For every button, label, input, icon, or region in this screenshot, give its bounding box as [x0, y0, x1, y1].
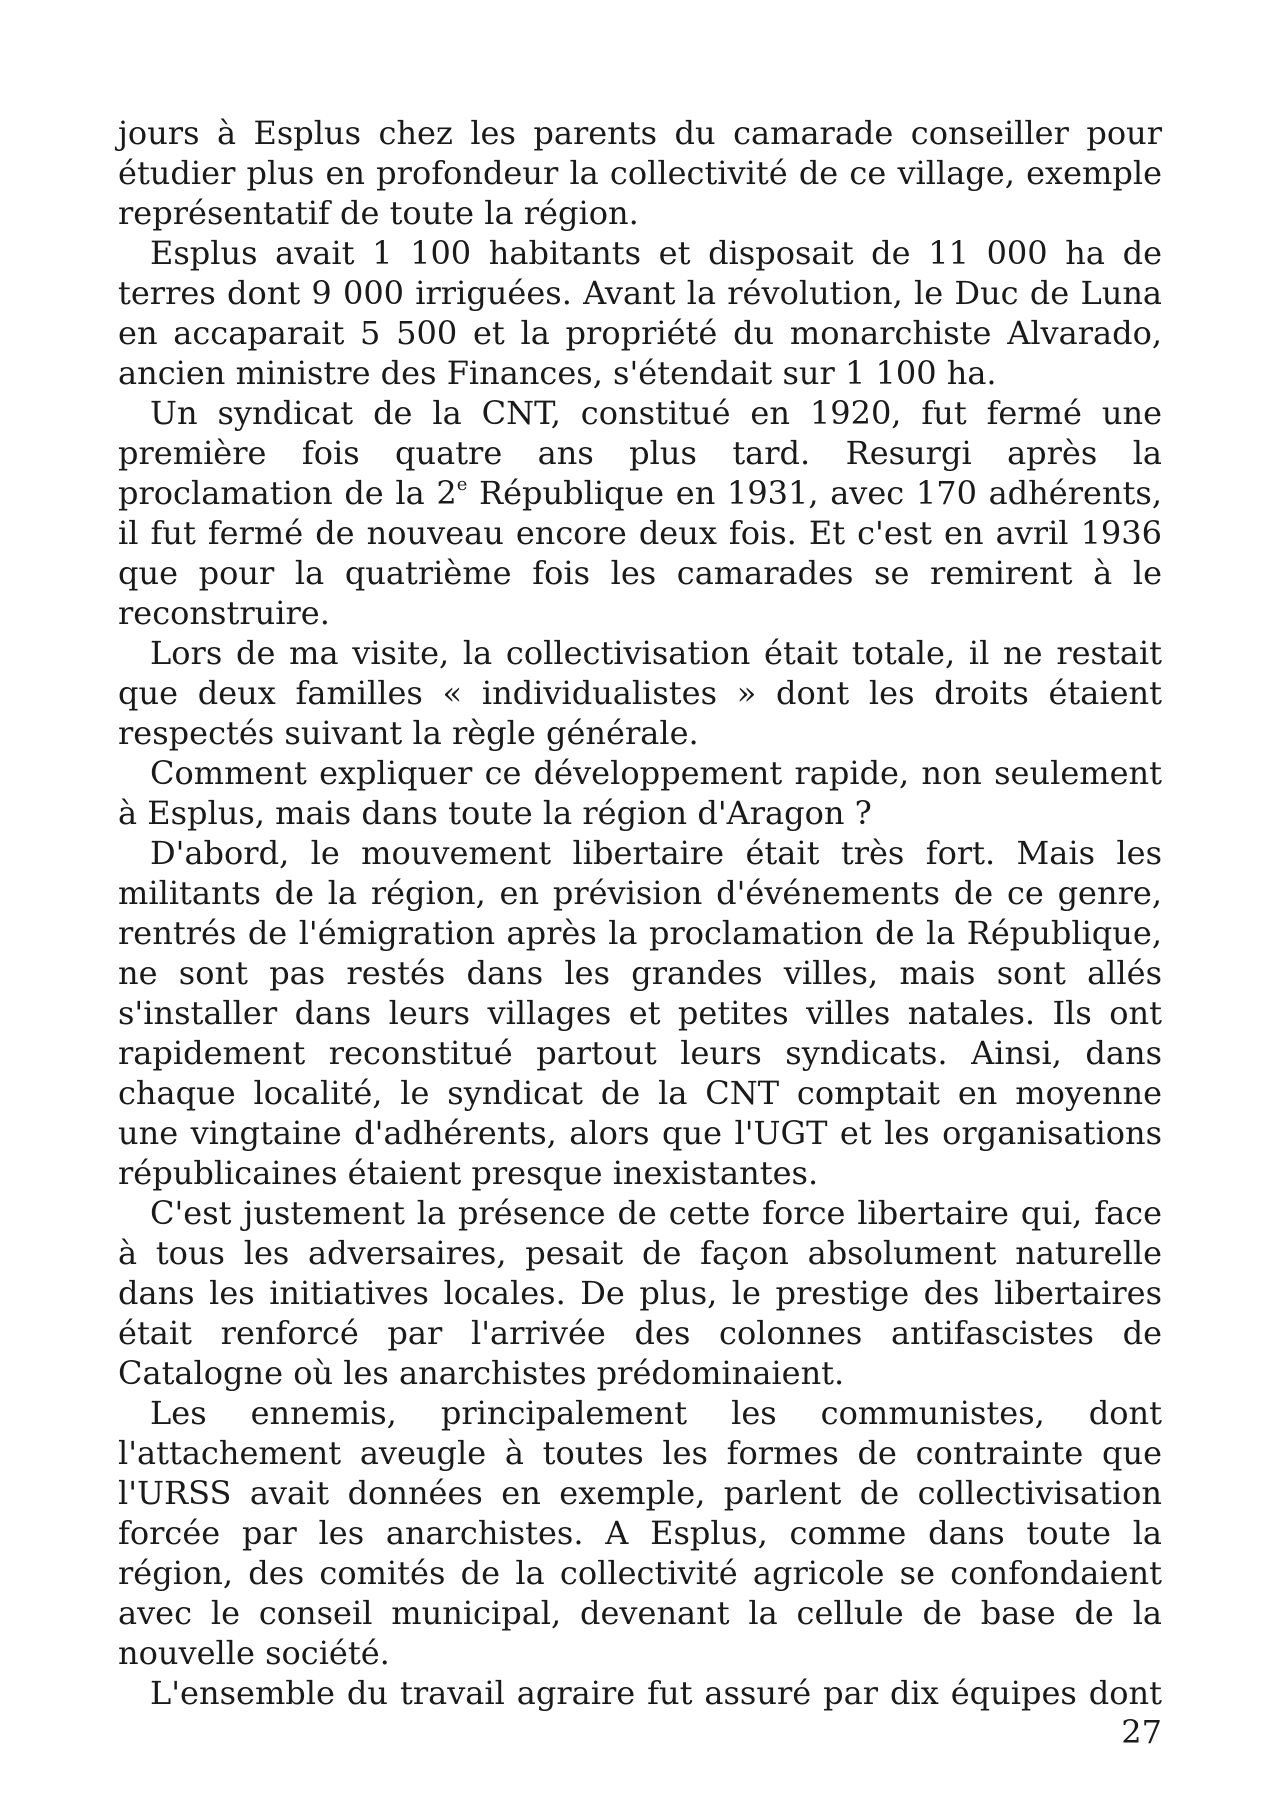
paragraph-3-text-start: Un syndicat de la CNT, constitué en 1920, fut fermé une première fois quatre ans plus tard. Resurgi après la proclamation de la 2: [118, 394, 1162, 512]
paragraph-1: jours à Esplus chez les parents du camarade conseiller pour étudier plus en profondeur la collectivité de ce village, exemple représentatif de toute la région.: [118, 114, 1162, 232]
paragraph-3: [118, 393, 1162, 633]
ordinal-superscript: e: [456, 474, 468, 495]
paragraph-6: D'abord, le mouvement libertaire était très fort. Mais les militants de la région, en prévision d'événements de ce genre, rentrés de l'émigration après la proclamation de la République, ne sont pas restés dans les grandes villes, mais sont allés s'installer dans leurs villages et petites villes natales. Ils ont rapidement reconstitué partout leurs syndicats. Ainsi, dans chaque localité, le syndicat de la CNT comptait en moyenne une vingtaine d'adhérents, alors que l'UGT et les organisations républicaines étaient presque inexistantes.: [118, 834, 1162, 1192]
paragraph-2: Esplus avait 1 100 habitants et disposait de 11 000 ha de terres dont 9 000 irriguées. Avant la révolution, le Duc de Luna en accaparait 5 500 et la propriété du monarchiste Alvarado, ancien ministre des Finances, s'étendait sur 1 100 ha.: [118, 234, 1162, 392]
paragraph-5: Comment expliquer ce développement rapide, non seulement à Esplus, mais dans toute la région d'Aragon ?: [118, 754, 1162, 832]
paragraph-8: Les ennemis, principalement les communistes, dont l'attachement aveugle à toutes les formes de contrainte que l'URSS avait données en exemple, parlent de collectivisation forcée par les anarchistes. A Esplus, comme dans toute la région, des comités de la collectivité agricole se confondaient avec le conseil municipal, devenant la cellule de base de la nouvelle société.: [118, 1394, 1162, 1672]
paragraph-3-text-end: République en 1931, avec 170 adhérents, il fut fermé de nouveau encore deux fois. Et c'est en avril 1936 que pour la quatrième fois les camarades se remirent à le reconstruire.: [118, 474, 1162, 632]
paragraph-9: L'ensemble du travail agraire fut assuré par dix équipes dont: [150, 1674, 1162, 1712]
body-text: [118, 113, 1162, 1713]
paragraph-4: Lors de ma visite, la collectivisation était totale, il ne restait que deux familles « individualistes » dont les droits étaient respectés suivant la règle générale.: [118, 634, 1162, 752]
page-number: 27: [1121, 1713, 1162, 1751]
paragraph-7: C'est justement la présence de cette force libertaire qui, face à tous les adversaires, pesait de façon absolument naturelle dans les initiatives locales. De plus, le prestige des libertaires était renforcé par l'arrivée des colonnes antifascistes de Catalogne où les anarchistes prédominaient.: [118, 1194, 1162, 1392]
